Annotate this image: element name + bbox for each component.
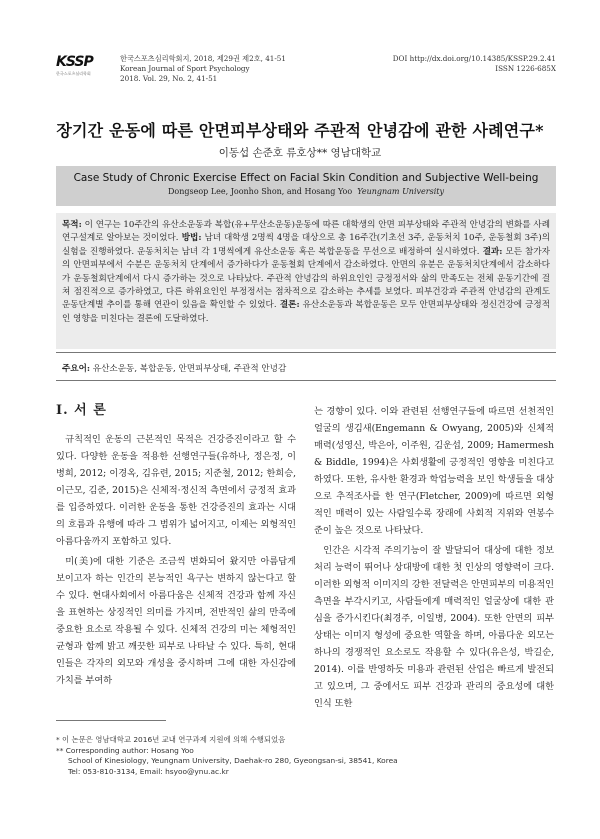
journal-logo — [56, 54, 112, 94]
paper-title-english: Case Study of Chronic Exercise Effect on Facial Skin Condition and Subjective Well-being — [73, 172, 539, 184]
footnotes — [56, 735, 556, 777]
paragraph-2: 미(美)에 대한 기준은 조금씩 변화되어 왔지만 아름답게 보이고자 하는 인간의 본능적인 욕구는 변하지 않는다고 할 수 있다. 현대사회에서 아름다움은 신체적 건강과 함께 자신을 표현하는 상징적인 의미를 가지며, 전반적인 삶의 만족에 중요한 요소로 작용될 수 있다. 신체적 건강의 미는 체형적인 균형과 함께 밝고 깨끗한 피부로 나타날 수 있다. 특히, 현대인들은 각자의 외모와 개성을 중시하며 그에 대한 자신감에 가치를 부여하 — [56, 556, 296, 686]
purpose-text: 이 연구는 10주간의 유산소운동과 복합(유+무산소운동)운동에 따른 대학생의 안면 피부상태와 주관적 안녕감의 변화를 사례연구설계로 알아보는 것이었다. — [62, 220, 550, 244]
paragraph-1: 규칙적인 운동의 근본적인 목적은 건강증진이라고 할 수 있다. 다양한 운동을 적용한 선행연구들(유하나, 정은정, 이병희, 2012; 이경옥, 김유련, 2015; 지준철, 2012; 한희승, 이근모, 김준, 2015)은 신체적·정신적 측면에서 긍정적 효과를 입증하였다. 이러한 운동을 통한 건강증진의 효과는 시대의 흐름과 유행에 따라 그 범위가 넓어지고, 이제는 외형적인 아름다움까지 포함하고 있다. — [56, 434, 296, 547]
paper-title-korean: 장기간 운동에 따른 안면피부상태와 주관적 안녕감에 관한 사례연구* — [56, 121, 544, 140]
method-text: 남녀 대학생 2명씩 4명을 대상으로 총 16주간(기초선 3주, 운동처치 10주, 운동철회 3주)의 실험을 진행하였다. 운동처치는 남녀 각 1명씩에게 유산소운동 혹은 복합운동을 무선으로 배정하여 실시하였다. — [62, 233, 550, 257]
result-text: 모든 참가자의 안면피부에서 수분은 운동처치 단계에서 증가하다가 운동철회 단계에서 감소하였다. 안면의 유분은 운동처치단계에서 감소하다가 운동철회단계에서 다시 증가하는 것으로 나타났다. 주관적 안녕감의 하위요인인 긍정정서와 삶의 만족도는 전체 운동기간에 걸쳐 점진적으로 증가하였고, 다른 하위요인인 부정정서는 점차적으로 감소하는 추세를 보였다. 피부건강과 주관적 안녕감의 관계도 운동단계별 추이를 통해 연관이 있음을 확인할 수 있었다. — [62, 246, 550, 311]
keywords-label: 주요어: — [62, 364, 91, 374]
paragraph-3: 인간은 시각적 주의기능이 잘 발달되어 대상에 대한 정보처리 능력이 뛰어나 상대방에 대한 첫 인상의 영향력이 크다. 이러한 외형적 이미지의 강한 전달력은 안면피부의 미용적인 측면을 부각시키고, 사람들에게 매력적인 얼굴상에 대한 관심을 증가시킨다(최경주, 이일병, 2004). 또한 안면의 피부상태는 이미지 형성에 중요한 역할을 하며, 아름다운 외모는 하나의 경쟁적인 요소로도 작용할 수 있다(유은성, 박길순, 2014). 이를 반영하듯 미용과 관련된 산업은 빠르게 발전되고 있으며, 그 중에서도 피부 건강과 관리의 중요성에 대한 인식 또한 — [314, 545, 554, 709]
journal-line-ko: 한국스포츠심리학회지, 2018, 제29권 제2호, 41-51 — [120, 54, 286, 63]
journal-info — [120, 54, 286, 84]
keywords-bottom-rule — [56, 380, 556, 381]
english-title-banner — [56, 166, 556, 206]
conclusion-label: 결론: — [276, 300, 300, 311]
result-label: 결과: — [479, 246, 503, 257]
doi-info — [393, 54, 556, 74]
conclusion-text: 유산소운동과 복합운동은 모두 안면피부상태와 정신건강에 긍정적인 영향을 미친다는 결론에 도달하였다. — [62, 300, 550, 324]
affiliation-english: Yeungnam University — [357, 187, 444, 196]
section-heading-introduction: I. 서 론 — [56, 403, 107, 418]
logo-subtitle: 한국스포츠심리학회 — [56, 71, 91, 76]
authors-english — [56, 187, 556, 196]
footnote-corresponding: ** Corresponding author: Hosang Yoo — [56, 745, 194, 755]
journal-header — [56, 52, 556, 102]
keywords-text: 유산소운동, 복합운동, 안면피부상태, 주관적 안녕감 — [90, 364, 287, 374]
issn: ISSN 1226-685X — [495, 64, 556, 73]
footnote-address: School of Kinesiology, Yeungnam University, Daehak-ro 280, Gyeongsan-si, 38541, Korea — [68, 756, 398, 765]
keywords — [62, 362, 286, 374]
journal-line-volume: 2018. Vol. 29, No. 2, 41-51 — [120, 74, 218, 83]
purpose-label: 목적: — [62, 220, 82, 230]
body-column-left — [56, 402, 296, 692]
body-column-right — [314, 403, 554, 715]
footnote-funding: * 이 논문은 영남대학교 2016년 교내 연구과제 지원에 의해 수행되었음 — [56, 735, 286, 744]
journal-line-en: Korean Journal of Sport Psychology — [120, 64, 250, 73]
logo-text: KSSP — [56, 54, 93, 70]
author-names-english: Dongseop Lee, Joonho Shon, and Hosang Yoo — [168, 187, 353, 196]
authors-korean: 이동섭 손준호 류호상** 영남대학교 — [218, 147, 382, 159]
doi-link[interactable]: DOI http://dx.doi.org/10.14385/KSSP.29.2.41 — [392, 54, 556, 63]
abstract — [56, 213, 556, 349]
keywords-top-rule — [56, 352, 556, 353]
paragraph-2-continued: 는 경향이 있다. 이와 관련된 선행연구들에 따르면 선천적인 얼굴의 생김새(Engemann & Owyang, 2005)와 신체적 매력(성영신, 박은아, 이주원, 김운섭, 2009; Hamermesh & Biddle, 1994)은 사회생활에 긍정적인 영향을 미친다고 하였다. 또한, 유사한 환경과 학업능력을 보인 학생들을 대상으로 추적조사를 한 연구(Fletcher, 2009)에 따르면 외형적인 매력이 있는 사람일수록 장래에 사회적 지위와 연봉수준이 높은 것으로 나타났다. — [314, 406, 554, 536]
method-label: 방법: — [178, 233, 202, 244]
footnote-contact: Tel: 053-810-3134, Email: hsyoo@ynu.ac.kr — [68, 766, 229, 776]
footnote-rule — [56, 720, 166, 721]
